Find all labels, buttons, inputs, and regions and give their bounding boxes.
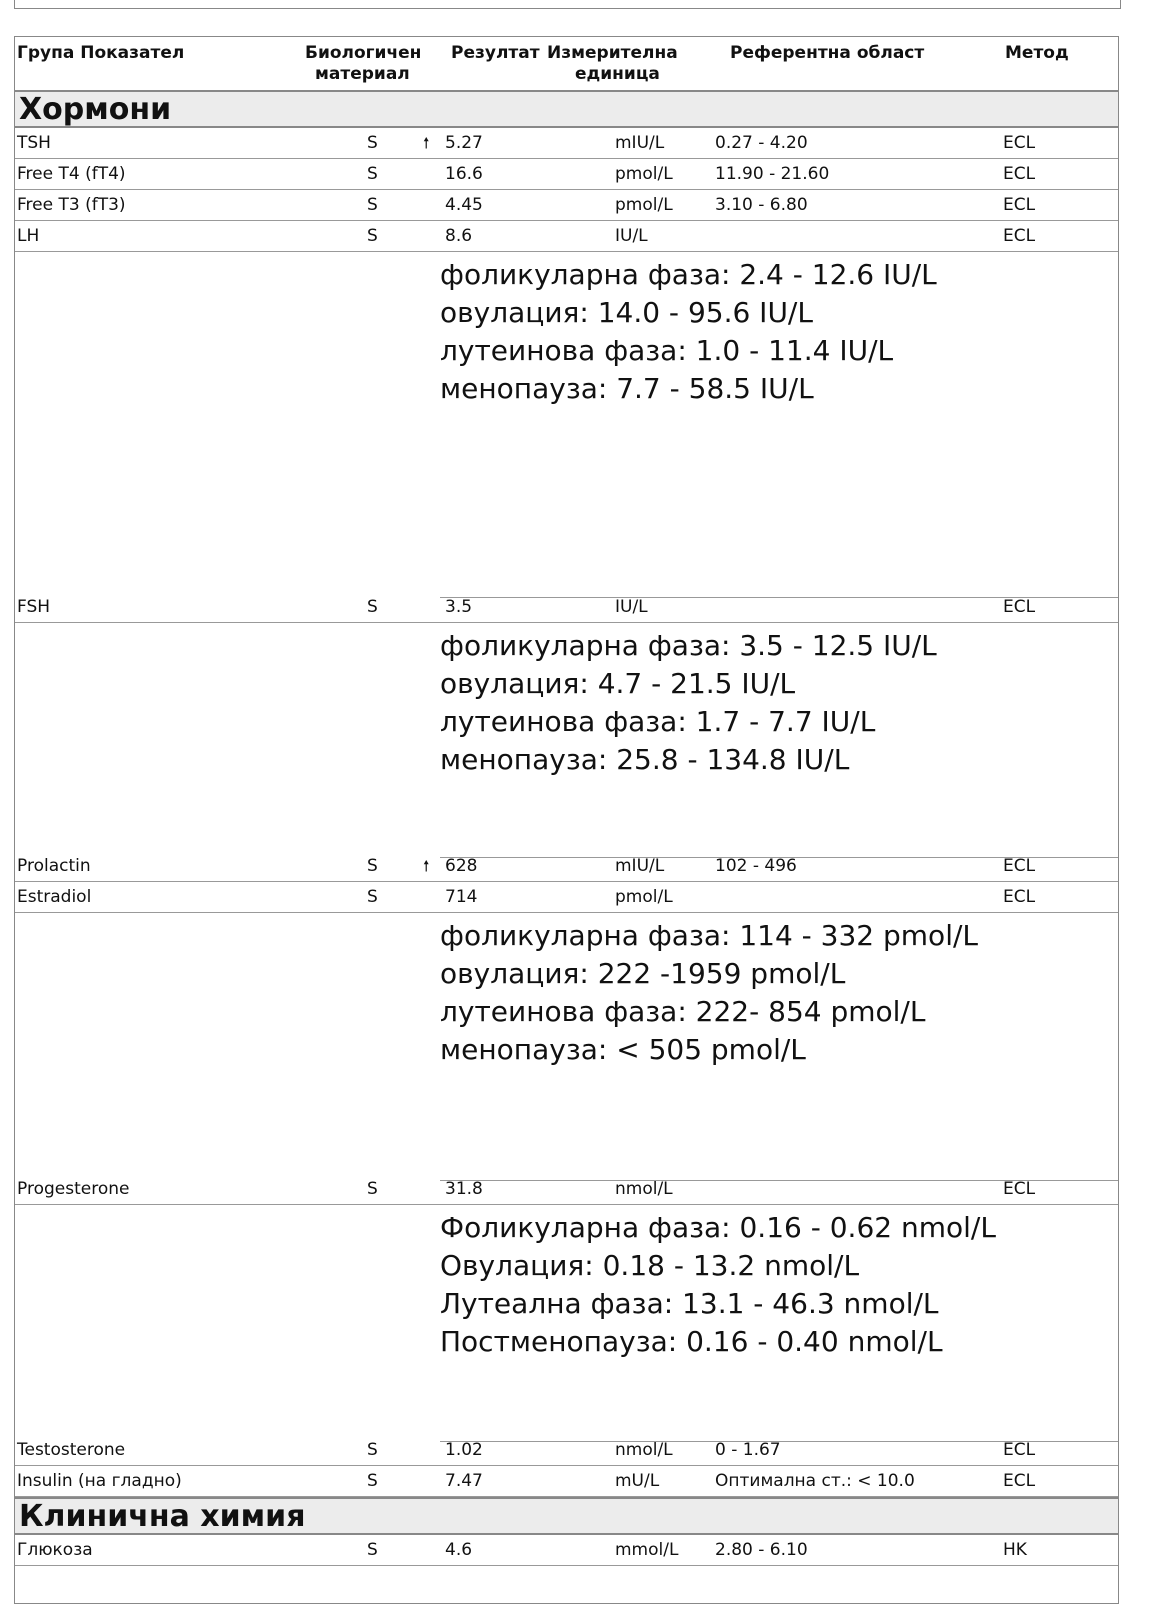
- table-row-lh: LH S 8.6 IU/L ECL: [15, 221, 1118, 252]
- high-flag-icon: 🠕: [423, 857, 430, 875]
- reference-ranges-lh: фоликуларна фаза: 2.4 - 12.6 IU/L овулация: 14.0 - 95.6 IU/L лутеинова фаза: 1.0 - 11.4 IU/L менопауза: 7.7 - 58.5 IU/L: [440, 252, 1118, 598]
- table-header: [15, 37, 1118, 90]
- table-row-tsh: TSH S 🠕 5.27 mIU/L 0.27 - 4.20 ECL: [15, 128, 1118, 159]
- header-result: Резултат: [451, 43, 540, 63]
- reference-ranges-estradiol: фоликуларна фаза: 114 - 332 pmol/L овулация: 222 -1959 pmol/L лутеинова фаза: 222- 854 pmol/L менопауза: < 505 pmol/L: [440, 913, 1118, 1181]
- section-header-clinical-chemistry: Клинична химия: [15, 1497, 1118, 1535]
- high-flag-icon: 🠕: [423, 134, 430, 152]
- table-row-fsh: FSH S 3.5 IU/L ECL: [15, 592, 1118, 623]
- header-group: Група Показател: [17, 43, 185, 63]
- header-material-2: материал: [315, 64, 410, 84]
- table-row-progesterone: Progesterone S 31.8 nmol/L ECL: [15, 1174, 1118, 1205]
- header-method: Метод: [1005, 43, 1069, 63]
- lab-results-table: [14, 36, 1119, 1604]
- table-row-insulin: Insulin (на гладно) S 7.47 mU/L Оптимална ст.: < 10.0 ECL: [15, 1466, 1118, 1497]
- header-unit-1: Измерителна: [547, 43, 678, 63]
- header-material-1: Биологичен: [305, 43, 422, 63]
- table-row-glucose: Глюкоза S 4.6 mmol/L 2.80 - 6.10 HK: [15, 1535, 1118, 1566]
- previous-section-border: [14, 0, 1121, 9]
- header-unit-2: единица: [575, 64, 660, 84]
- table-row-ft4: Free T4 (fT4) S 16.6 pmol/L 11.90 - 21.60 ECL: [15, 159, 1118, 190]
- header-reference: Референтна област: [730, 43, 925, 63]
- table-row-prolactin: Prolactin S 🠕 628 mIU/L 102 - 496 ECL: [15, 851, 1118, 882]
- table-row-testosterone: Testosterone S 1.02 nmol/L 0 - 1.67 ECL: [15, 1435, 1118, 1466]
- table-row-ft3: Free T3 (fT3) S 4.45 pmol/L 3.10 - 6.80 ECL: [15, 190, 1118, 221]
- table-row-estradiol: Estradiol S 714 pmol/L ECL: [15, 882, 1118, 913]
- section-header-hormones: Хормони: [15, 90, 1118, 128]
- reference-ranges-progesterone: Фоликуларна фаза: 0.16 - 0.62 nmol/L Овулация: 0.18 - 13.2 nmol/L Лутеална фаза: 13.1 - 46.3 nmol/L Постменопауза: 0.16 - 0.40 nmol/L: [440, 1205, 1118, 1442]
- reference-ranges-fsh: фоликуларна фаза: 3.5 - 12.5 IU/L овулация: 4.7 - 21.5 IU/L лутеинова фаза: 1.7 - 7.7 IU/L менопауза: 25.8 - 134.8 IU/L: [440, 623, 1118, 858]
